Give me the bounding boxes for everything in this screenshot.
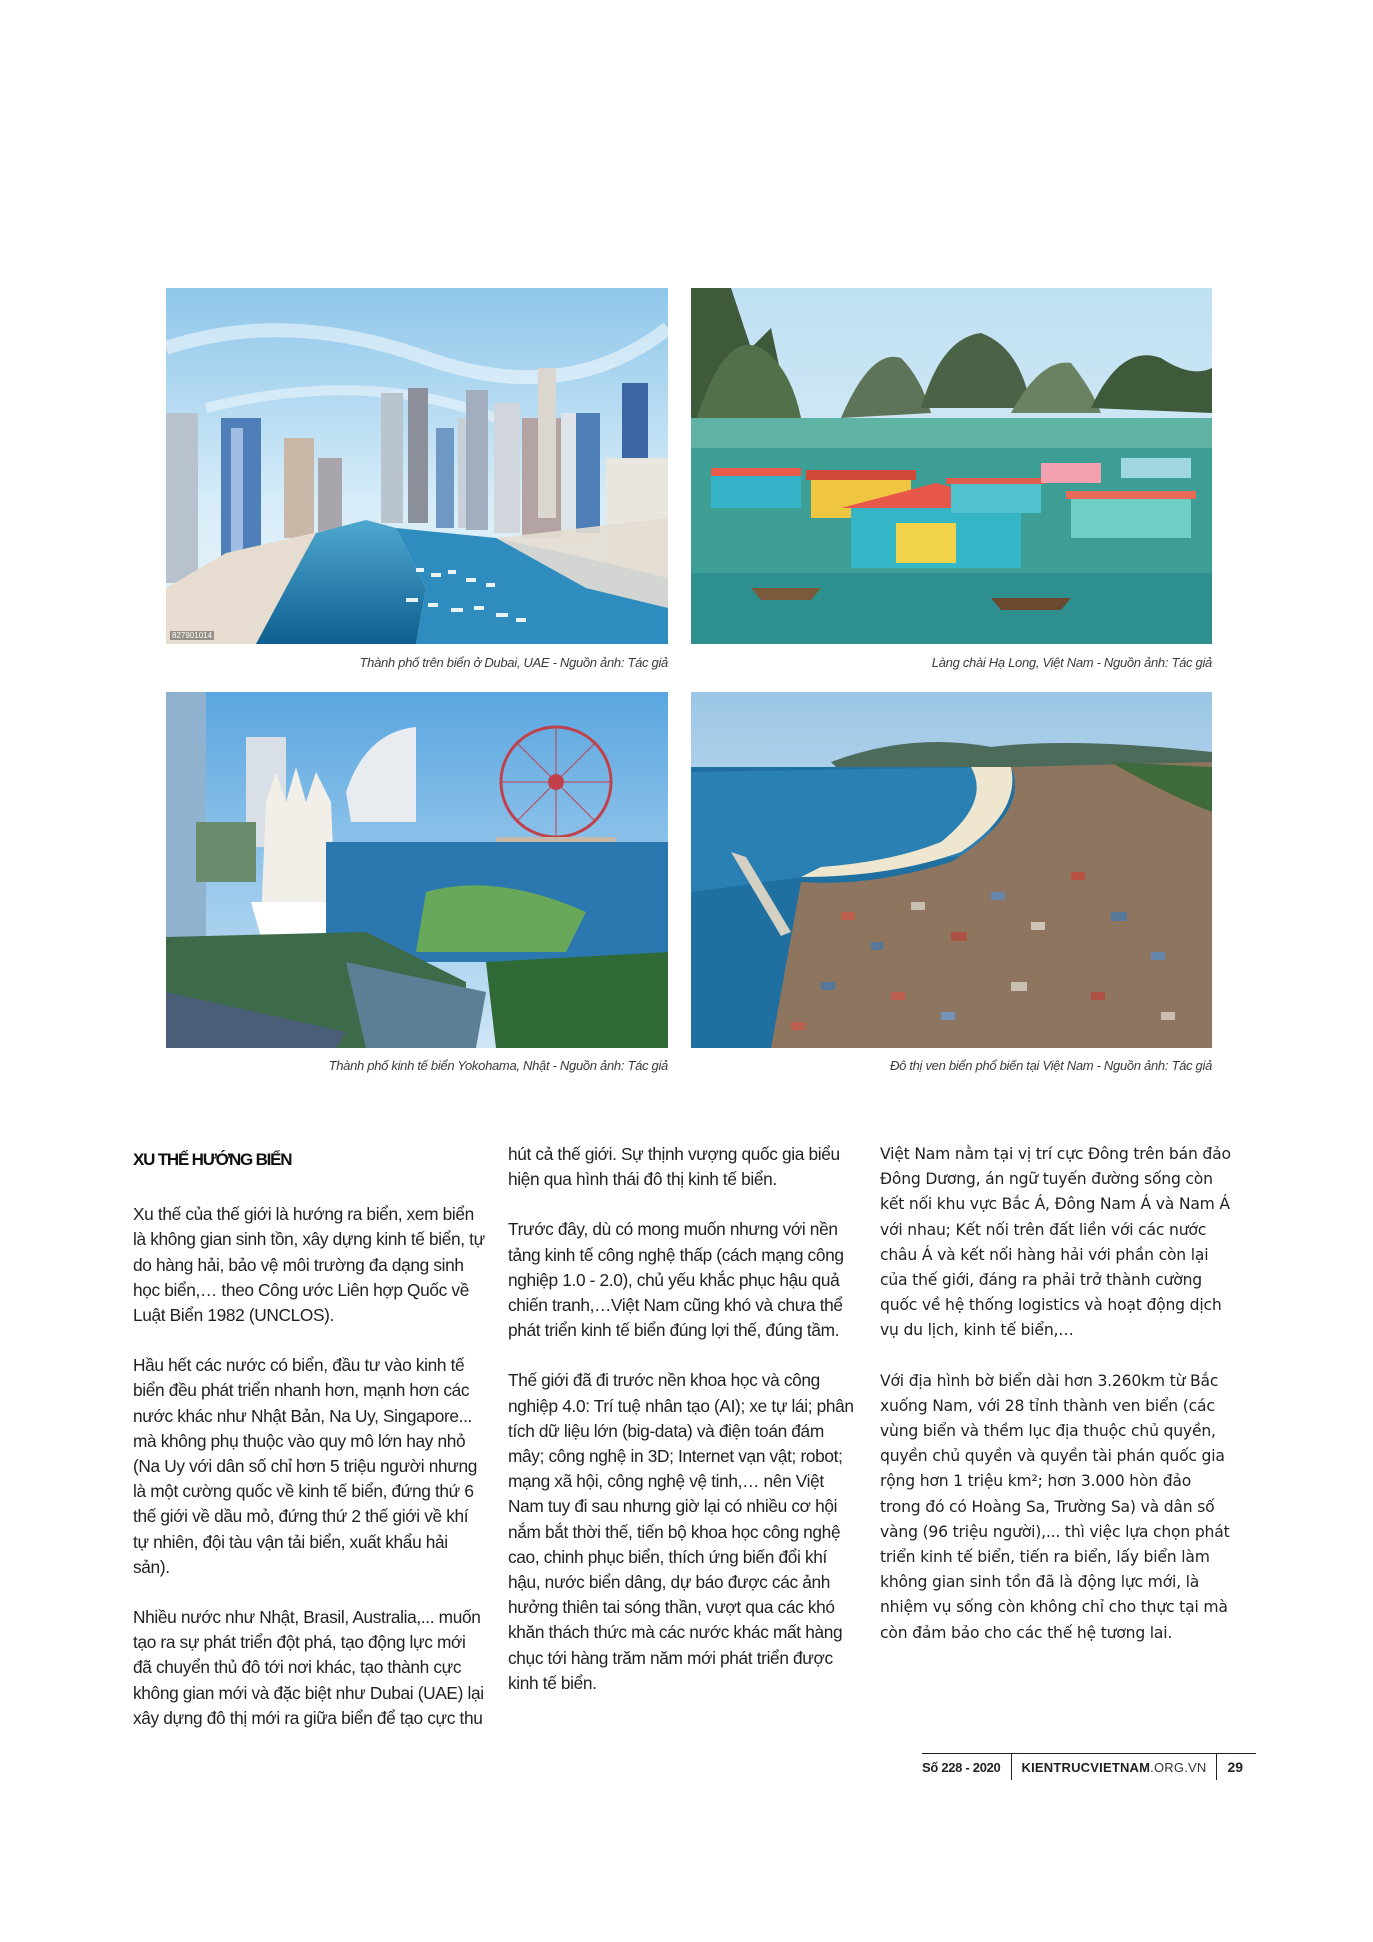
photo-caption: Đô thị ven biển phổ biến tại Việt Nam - Nguồn ảnh: Tác giả (889, 1058, 1212, 1073)
photo-dubai (166, 288, 668, 644)
website-domain: .ORG.VN (1150, 1759, 1207, 1775)
photo-halong (691, 288, 1212, 644)
paragraph: Nhiều nước như Nhật, Brasil, Australia,... muốn tạo ra sự phát triển đột phá, tạo động lực mới đã chuyển thủ đô tới nơi khác, tạo thành cực không gian mới và đặc biệt như Dubai (UAE) lại xây dựng đô thị mới ra giữa biển để tạo cực thu (133, 1607, 484, 1728)
photo-watermark: 827901014 (172, 631, 213, 640)
halong-village-image (691, 288, 1212, 644)
page-number: 29 (1216, 1754, 1253, 1780)
photo-caption: Làng chài Hạ Long, Việt Nam - Nguồn ảnh: Tác giả (931, 655, 1212, 670)
photo-caption: Thành phố kinh tế biển Yokohama, Nhật - Nguồn ảnh: Tác giả (328, 1058, 668, 1073)
photo-yokohama (166, 692, 668, 1048)
website-name: KIENTRUCVIETNAM (1021, 1759, 1151, 1775)
paragraph: Xu thế của thế giới là hướng ra biển, xem biển là không gian sinh tồn, xây dựng kinh tế biển, tự do hàng hải, bảo vệ môi trường đa dạng sinh học biển,… theo Công ước Liên hợp Quốc về Luật Biển 1982 (UNCLOS). (133, 1204, 485, 1326)
article-column-3 (880, 1142, 1232, 1671)
vietnam-coastal-town-image (691, 692, 1212, 1048)
photo-vietnam-coast (691, 692, 1212, 1048)
page-footer (922, 1753, 1256, 1780)
paragraph: Với địa hình bờ biển dài hơn 3.260km từ Bắc xuống Nam, với 28 tỉnh thành ven biển (các vùng biển và thềm lục địa thuộc chủ quyền, quyền chủ quyền và quyền tài phán quốc gia rộng hơn 1 triệu km²; hơn 3.000 hòn đảo trong đó có Hoàng Sa, Trường Sa) và dân số vàng (96 triệu người),... thì việc lựa chọn phát triển kinh tế biển, tiến ra biển, lấy biển làm không gian sinh tồn đã là động lực mới, là nhiệm vụ sống còn không chỉ cho thực tại mà còn đảm bảo cho các thế hệ tương lai. (880, 1371, 1230, 1642)
paragraph: Việt Nam nằm tại vị trí cực Đông trên bán đảo Đông Dương, án ngữ tuyến đường sống còn kết nối khu vực Bắc Á, Đông Nam Á và Nam Á với nhau; Kết nối trên đất liền với các nước châu Á và kết nối hàng hải với phần còn lại của thế giới, đáng ra phải trở thành cường quốc về hệ thống logistics và hoạt động dịch vụ du lịch, kinh tế biển,… (880, 1145, 1231, 1340)
yokohama-harbor-image (166, 692, 668, 1048)
photo-caption: Thành phố trên biển ở Dubai, UAE - Nguồn ảnh: Tác giả (359, 655, 668, 670)
issue-number: Số 228 - 2020 (922, 1759, 1001, 1775)
paragraph: hút cả thế giới. Sự thịnh vượng quốc gia biểu hiện qua hình thái đô thị kinh tế biển. (508, 1144, 840, 1190)
paragraph: Hầu hết các nước có biển, đầu tư vào kinh tế biển đều phát triển nhanh hơn, mạnh hơn các nước khác như Nhật Bản, Na Uy, Singapore... mà không phụ thuộc vào quy mô lớn hay nhỏ (Na Uy với dân số chỉ hơn 5 triệu người nhưng là một cường quốc về kinh tế biển, đứng thứ 6 thế giới về dầu mỏ, đứng thứ 2 thế giới về khí tự nhiên, đội tàu vận tải biển, xuất khẩu hải sản). (133, 1355, 477, 1577)
paragraph: Trước đây, dù có mong muốn nhưng với nền tảng kinh tế công nghệ thấp (cách mạng công nghiệp 1.0 - 2.0), chủ yếu khắc phục hậu quả chiến tranh,…Việt Nam cũng khó và chưa thể phát triển kinh tế biển đúng lợi thế, đúng tầm. (508, 1219, 844, 1341)
article-column-1 (133, 1140, 485, 1756)
article-column-2 (508, 1142, 860, 1721)
paragraph: Thế giới đã đi trước nền khoa học và công nghiệp 4.0: Trí tuệ nhân tạo (AI); xe tự lái; phân tích dữ liệu lớn (big-data) và điện toán đám mây; công nghệ in 3D; Internet vạn vật; robot; mạng xã hội, công nghệ vệ tinh,… nên Việt Nam tuy đi sau nhưng giờ lại có nhiều cơ hội nắm bắt thời thế, tiến bộ khoa học công nghệ cao, chinh phục biển, thích ứng biến đổi khí hậu, nước biển dâng, dự báo được các ảnh hưởng thiên tai sóng thần, vượt qua các khó khăn thách thức mà các nước khác mất hàng chục tới hàng trăm năm mới phát triển được kinh tế biển. (508, 1370, 854, 1693)
website[interactable] (1011, 1754, 1217, 1780)
dubai-skyline-image (166, 288, 668, 644)
section-heading: XU THẾ HƯỚNG BIỂN (133, 1150, 292, 1169)
